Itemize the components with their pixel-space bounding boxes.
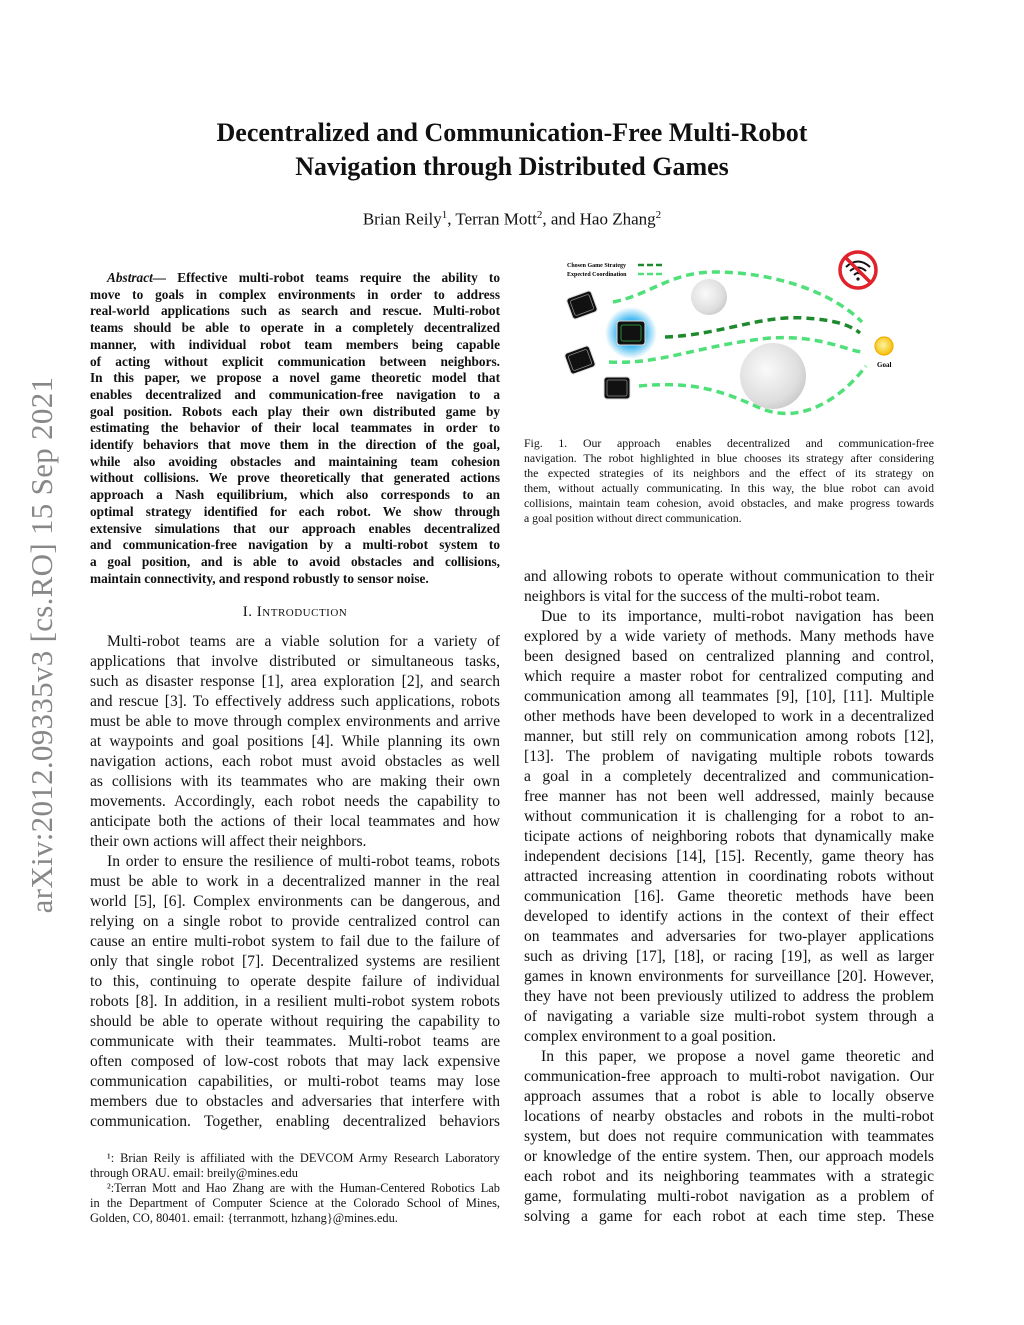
obstacle-large: [740, 343, 806, 409]
text-line: locations of nearby obstacles and robots in the multi-robot: [524, 1108, 934, 1125]
robot-icon-highlighted: [617, 321, 645, 345]
text-line: Fig. 1. Our approach enables decentralized and communication-free: [524, 436, 934, 450]
text-line: and communication-free navigation by a multi-robot system to: [90, 537, 500, 553]
text-line: the expected strategies of its neighbors and the effect of its strategy on: [524, 466, 934, 480]
text-line: members due to obstacles and adversaries that interfere with: [90, 1093, 500, 1110]
text-line: communication capabilities, or multi-robot teams may lose: [90, 1073, 500, 1090]
introduction-left-column: [90, 632, 500, 1132]
text-line: and allowing robots to operate without communication to their: [524, 568, 934, 585]
text-line: independent decisions [14], [15]. Recently, game theory has: [524, 848, 934, 865]
text-line: communicate with their teammates. Multi-robot teams are: [90, 1033, 500, 1050]
text-line: relying on a single robot to provide centralized control can: [90, 913, 500, 930]
goal-label: Goal: [877, 361, 892, 369]
text-line: neighbors is vital for the success of the multi-robot team.: [524, 588, 880, 605]
text-line: teams should be able to operate in a completely decentralized: [90, 320, 500, 336]
text-line: only that single robot [7]. Decentralized systems are resilient: [90, 953, 500, 970]
text-line: identify behaviors that move them in the direction of the goal,: [90, 437, 500, 453]
text-line: while also avoiding obstacles and maintaining team cohesion: [90, 453, 500, 469]
text-line: their own actions will affect their neighbors.: [90, 833, 367, 850]
paper-title: [0, 116, 1024, 184]
legend-chosen-label: Chosen Game Strategy: [567, 263, 626, 269]
text-line: they have not been previously utilized to address the problem: [524, 988, 934, 1005]
text-line: through ORAU. email: breily@mines.edu: [90, 1166, 298, 1180]
section-title: Introduction: [256, 604, 348, 620]
text-line: Multi-robot teams are a viable solution for a variety of: [107, 633, 500, 650]
author-affiliation: 2: [536, 209, 543, 221]
text-line: games in known environments for surveillance [20]. However,: [524, 968, 934, 985]
text-line: often composed of low-cost robots that may lack expensive: [90, 1053, 500, 1070]
text-line: a goal position, and is able to avoid obstacles and collisions,: [90, 553, 500, 569]
text-line: of navigating a variable size multi-robot system through a: [524, 1008, 934, 1025]
text-line: manner, but still rely on communication among robots [12],: [524, 728, 934, 745]
text-line: applications that involve distributed or simultaneous tasks,: [90, 653, 500, 670]
author-list: [0, 209, 1024, 230]
text-line: without collisions. We prove theoretically that generated actions: [90, 470, 500, 486]
text-line: as collisions with its teammates who are making their own: [90, 773, 500, 790]
no-wifi-icon: [840, 252, 876, 288]
text-line: solving a game for each robot at each time step. These: [524, 1208, 934, 1225]
abstract-label: Abstract—: [107, 270, 167, 285]
robot-icon: [566, 290, 598, 320]
text-line: in the Department of Computer Science at the Colorado School of Mines,: [90, 1196, 500, 1210]
author-affiliation: 2: [655, 209, 662, 221]
abstract: [90, 270, 500, 587]
text-line: [13]. The problem of navigating multiple robots towards: [524, 748, 934, 765]
text-line: ticipate actions of neighboring robots that dynamically make: [524, 828, 934, 845]
text-line: real-world applications such as search and rescue. Multi-robot: [90, 303, 500, 319]
text-line: been designed based on centralized planning and control,: [524, 648, 934, 665]
text-line: ²:Terran Mott and Hao Zhang are with the Human-Centered Robotics Lab: [107, 1181, 500, 1195]
author-name: Brian Reily: [362, 209, 442, 229]
text-line: Due to its importance, multi-robot navigation has been: [541, 608, 934, 625]
text-line: navigation actions, each robot must avoid obstacles as well: [90, 753, 500, 770]
text-line: must be able to work in a decentralized manner in the real: [90, 873, 500, 890]
text-line: a goal position without direct communication.: [524, 511, 742, 525]
text-line: approach a Nash equilibrium, which also corresponds to an: [90, 487, 500, 503]
text-line: navigation. The robot highlighted in blue chooses its strategy after considering: [524, 451, 934, 465]
goal-icon: [875, 337, 893, 355]
text-line: such as disaster response [1], area exploration [2], and search: [90, 673, 500, 690]
figure-legend: [567, 263, 662, 278]
text-line: should be able to operate without requiring the capability to: [90, 1013, 500, 1030]
text-line: other methods have been developed to work in a decentralized: [524, 708, 934, 725]
text-line: which require a master robot for centralized computing and: [524, 668, 934, 685]
expected-path-1: [613, 272, 862, 322]
author-affiliation: 1: [441, 209, 448, 221]
text-line: system, but does not require communication with teammates: [524, 1128, 934, 1145]
abstract-text: Effective multi-robot teams require the ability to: [166, 270, 500, 285]
arxiv-identifier: arXiv:2012.09335v3 [cs.RO] 15 Sep 2021: [24, 376, 59, 914]
text-line: robots [8]. In addition, in a resilient multi-robot system robots: [90, 993, 500, 1010]
text-line: ¹: Brian Reily is affiliated with the DEVCOM Army Research Laboratory: [107, 1151, 500, 1165]
legend-expected-label: Expected Coordination: [567, 272, 627, 278]
text-line: Golden, CO, 80401. email: {terranmott, hzhang}@mines.edu.: [90, 1211, 398, 1225]
text-line: enables decentralized and communication-free navigation to a: [90, 386, 500, 402]
text-line: and rescue [3]. To effectively address such applications, robots: [90, 693, 500, 710]
text-line: In this paper, we propose a novel game theoretic and: [541, 1048, 934, 1065]
text-line: game, formulating multi-robot navigation as a problem of: [524, 1188, 934, 1205]
text-line: goal position. Robots each play their own distributed game by: [90, 403, 500, 419]
text-line: a goal in a completely decentralized and communication-: [524, 768, 934, 785]
text-line: explored by a wide variety of methods. Many methods have: [524, 628, 934, 645]
text-line: attracted increasing attention in coordinating robots without: [524, 868, 934, 885]
author-separator: ,: [447, 209, 456, 229]
robot-icon: [564, 345, 596, 375]
text-line: manner, with individual robot team members being capable: [90, 336, 500, 352]
section-heading-introduction: [90, 604, 500, 621]
text-line: such as driving [17], [18], or racing [19], as well as larger: [524, 948, 934, 965]
text-line: communication-free approach to multi-robot navigation. Our: [524, 1068, 934, 1085]
text-line: them, without actually communicating. In this way, the blue robot can avoid: [524, 481, 934, 495]
figure-1-illustration: [524, 250, 934, 425]
text-line: free manner has not been well addressed, mainly because: [524, 788, 934, 805]
text-line: must be able to move through complex environments and arrive: [90, 713, 500, 730]
text-line: at waypoints and goal positions [4]. While planning its own: [90, 733, 500, 750]
author-name: Terran Mott: [455, 209, 537, 229]
text-line: estimating the behavior of their local teammates in order to: [90, 420, 500, 436]
title-line-1: Decentralized and Communication-Free Multi-Robot: [216, 118, 808, 147]
text-line: communication [16]. Game theoretic methods have been: [524, 888, 934, 905]
text-line: move to goals in complex environments in order to address: [90, 286, 500, 302]
text-line: or knowledge of the entire system. Then, our approach models: [524, 1148, 934, 1165]
text-line: maintain connectivity, and respond robustly to sensor noise.: [90, 570, 429, 586]
text-line: In order to ensure the resilience of multi-robot teams, robots: [107, 853, 500, 870]
author-name: Hao Zhang: [579, 209, 656, 229]
obstacle-small: [691, 279, 727, 315]
text-line: In this paper, we propose a novel game theoretic model that: [90, 370, 500, 386]
text-line: world [5], [6]. Complex environments can be dangerous, and: [90, 893, 500, 910]
text-line: extensive simulations that our approach enables decentralized: [90, 520, 500, 536]
text-line: complex environment to a goal position.: [524, 1028, 777, 1045]
text-line: approach assumes that a robot is able to locally observe: [524, 1088, 934, 1105]
text-line: anticipate both the actions of their local teammates and how: [90, 813, 500, 830]
introduction-right-column: [524, 567, 934, 1227]
text-line: without communication it is challenging for a robot to an-: [524, 808, 934, 825]
text-line: developed to identify actions in the context of their effect: [524, 908, 934, 925]
text-line: to this, continuing to operate despite failure of individual: [90, 973, 500, 990]
text-line: collisions, maintain team cohesion, avoid obstacles, and make progress towards: [524, 496, 934, 510]
text-line: optimal strategy identified for each robot. We show through: [90, 503, 500, 519]
text-line: communication. Together, enabling decentralized behaviors: [90, 1113, 500, 1130]
text-line: of acting without explicit communication between neighbors.: [90, 353, 500, 369]
text-line: cause an entire multi-robot system to fail due to the failure of: [90, 933, 500, 950]
text-line: movements. Accordingly, each robot needs the capability to: [90, 793, 500, 810]
text-line: on teammates and adversaries for two-player applications: [524, 928, 934, 945]
text-line: each robot and its neighboring teammates with a strategic: [524, 1168, 934, 1185]
text-line: [90, 270, 500, 287]
robot-icon: [604, 377, 630, 399]
section-number: I.: [242, 604, 253, 620]
author-separator: , and: [542, 209, 580, 229]
chosen-path: [665, 318, 860, 337]
text-line: communication among all teammates [9], [10], [11]. Multiple: [524, 688, 934, 705]
title-line-2: Navigation through Distributed Games: [295, 152, 729, 181]
figure-1-caption: [524, 436, 934, 526]
footnotes: [90, 1151, 500, 1226]
